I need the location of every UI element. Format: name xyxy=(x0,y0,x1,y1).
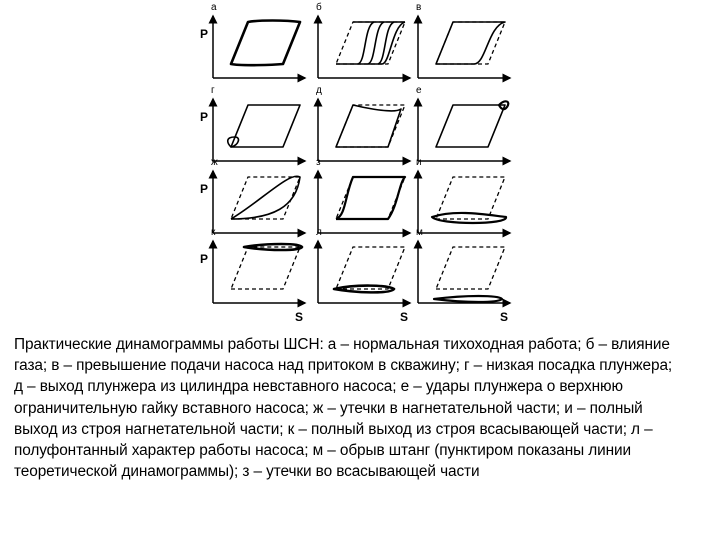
panel-letter: м xyxy=(416,227,423,238)
panel-letter: д xyxy=(316,85,322,96)
panel-letter: в xyxy=(416,2,422,13)
y-axis-label: P xyxy=(200,252,209,266)
y-axis-label: P xyxy=(200,182,209,196)
dynamogram-curve xyxy=(336,22,405,64)
dynamogram-curve xyxy=(434,296,502,302)
panel-letter: б xyxy=(316,2,322,13)
panel-letter: г xyxy=(211,85,215,96)
panel-letter: а xyxy=(211,2,217,13)
theoretical-dynamogram xyxy=(231,247,300,289)
dynamogram-curve xyxy=(436,105,505,147)
x-axis-label: S xyxy=(295,310,304,324)
theoretical-dynamogram xyxy=(336,247,405,289)
panel-letter: е xyxy=(416,85,422,96)
x-axis-label: S xyxy=(400,310,409,324)
caption-line: полуфонтанный характер работы насоса; м – обрыв штанг (пунктиром показаны линии xyxy=(14,442,632,460)
caption-line: газа; в – превышение подачи насоса над притоком в скважину; г – низкая посадка плунжера; xyxy=(14,357,673,375)
dynamogram-curve xyxy=(231,176,300,219)
theoretical-dynamogram xyxy=(336,22,405,64)
y-axis-label: P xyxy=(200,27,209,41)
theoretical-dynamogram xyxy=(436,247,505,289)
dynamogram-curve xyxy=(231,21,300,66)
panel-letter: и xyxy=(416,157,422,168)
caption-line: ограничительную гайку вставного насоса; ж – утечки в нагнетательной части; и – полный xyxy=(14,399,643,417)
panel-letter: з xyxy=(316,157,321,168)
dynamogram-curve xyxy=(244,244,302,250)
caption-line: д – выход плунжера из цилиндра невставного насоса; е – удары плунжера о верхнюю xyxy=(14,378,623,396)
panel-letter: ж xyxy=(211,157,218,168)
dynamogram-curve xyxy=(231,105,300,147)
panel-letter: л xyxy=(316,227,322,238)
theoretical-dynamogram xyxy=(436,22,505,64)
x-axis-label: S xyxy=(500,310,509,324)
caption-line: Практические динамограммы работы ШСН: а – нормальная тихоходная работа; б – влияние xyxy=(14,336,670,353)
dynamogram-curve xyxy=(432,213,506,223)
y-axis-label: P xyxy=(200,110,209,124)
panel-letter: к xyxy=(211,227,216,238)
dynamogram-curve xyxy=(336,177,405,219)
figure-caption xyxy=(14,334,710,482)
dynamogram-curve xyxy=(436,22,505,64)
caption-line: выход из строя нагнетательной части; к – полный выход из строя всасывающей части; л – xyxy=(14,420,653,438)
caption-line: теоретической динамограммы); з – утечки во всасывающей части xyxy=(14,463,480,481)
